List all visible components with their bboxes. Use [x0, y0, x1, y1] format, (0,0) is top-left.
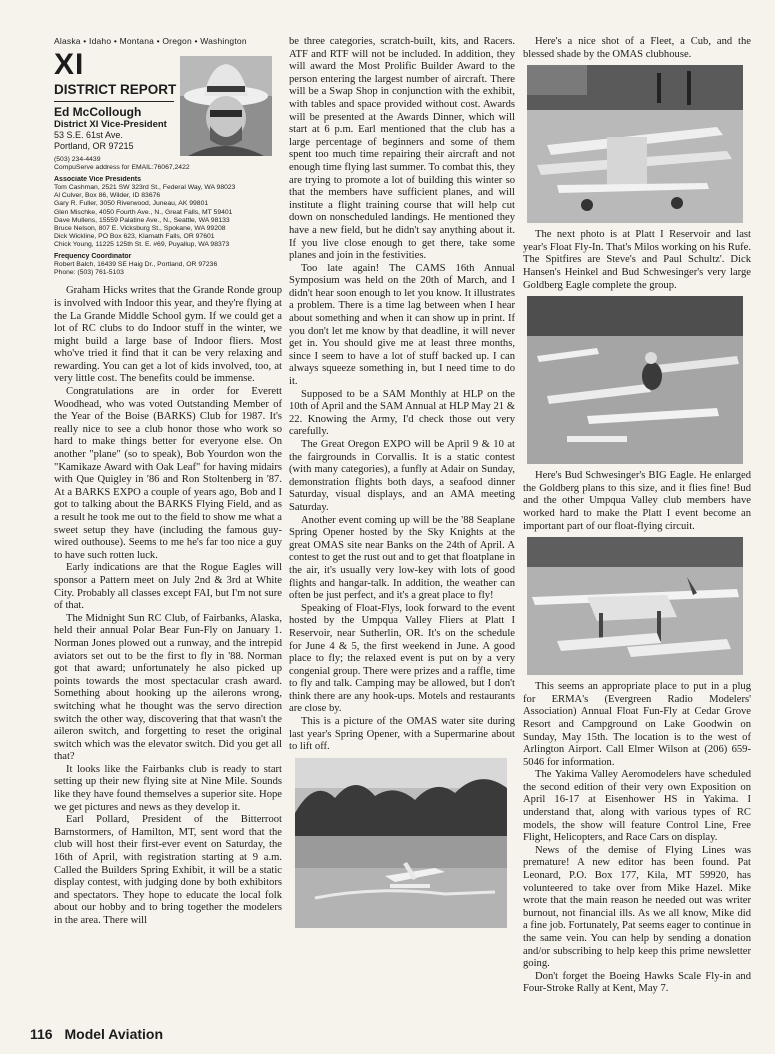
- body-paragraph: Early indications are that the Rogue Eagles will sponsor a Pattern meet on July 2nd & 3rd at White City. Probably all classes except FAI, but I'm not sure of that.: [54, 562, 282, 612]
- freq-coordinator: Robert Balch, 16439 SE Haig Dr., Portland, OR 97236: [54, 261, 218, 269]
- portrait-photo: [180, 56, 272, 156]
- author-title: District XI Vice-President: [54, 119, 167, 130]
- author-name: Ed McCollough: [54, 105, 142, 119]
- freq-phone: Phone: (503) 761-5103: [54, 269, 124, 277]
- body-paragraph: be three categories, scratch-built, kits, and Racers. ATF and RTF will not be included. In addition, they will award the Most Prolific Builder Award to the person entering the largest number of aircraft. There will be a Swap Shop in conjunction with the exhibit, with tables and space provided without cost. Awards will be presented at the Awards Dinner, which will start at 6 p.m. Earl mentioned that the club has a large percentage of beginners and some of them spent too much time repairing their aircraft and not enough time flying last summer. To combat this, they are trying to promote a lot of building this winter so that the members have sufficient planes, and will institute a flight training course that will help cut down on nonscheduled landings. He mentioned they have a new field, but he didn't say anything about it. If you live close enough to get there, take some planes and join in the festivities.: [289, 36, 515, 262]
- body-paragraph: Don't forget the Boeing Hawks Scale Fly-in and Four-Stroke Rally at Kent, May 7.: [523, 970, 751, 995]
- photo-caption: Here's a nice shot of a Fleet, a Cub, and the blessed shade by the OMAS clubhouse.: [523, 36, 751, 60]
- photo-fleet-and-cub: [527, 65, 743, 223]
- body-paragraph: This seems an appropriate place to put in a plug for ERMA's (Evergreen Radio Modelers' Association) Annual Float Fun-Fly at Cedar Grove Resort and Campground on Lake Goodwin on Sunday, May 15th. The location is to the west of Arlington Airport. Call Elmer Wilson at (206) 659-5046 for information.: [523, 681, 751, 768]
- body-paragraph: It looks like the Fairbanks club is ready to start setting up their new flying site at Nine Mile. Sounds like they have found themselves a superior site. Hope we get pictures and news as they develop it.: [54, 763, 282, 813]
- assoc-vp-line: Bruce Nelson, 807 E. Vicksburg St., Spokane, WA 99208: [54, 224, 226, 232]
- assoc-vp-line: Tom Cashman, 2521 SW 323rd St., Federal Way, WA 98023: [54, 184, 236, 192]
- compuserve-address: CompuServe address for EMAIL:76067,2422: [54, 164, 190, 172]
- column-3: [523, 36, 751, 996]
- photo-platt-reservoir-group: [527, 296, 743, 464]
- author-phone: (503) 234-4439: [54, 156, 101, 163]
- body-paragraph: Too late again! The CAMS 16th Annual Symposium was held on the 20th of March, and I didn't hear soon enough to let you know. It illustrates a problem. There is a time lag between when I hear about something and when it can show up in print. If you don't let me know by that deadline, it will never get in. You should give me at least three months, since I seem to have a lot of stuff backed up. I can always squeeze something in, but I need time to do it.: [289, 262, 515, 388]
- district-states: Alaska • Idaho • Montana • Oregon • Washington: [54, 36, 247, 46]
- district-number: XI: [54, 48, 85, 81]
- body-paragraph: This is a picture of the OMAS water site during last year's Spring Opener, with a Supermarine about to lift off.: [289, 716, 515, 753]
- body-paragraph: Graham Hicks writes that the Grande Ronde group is involved with Indoor this year, and they're flying at the La Grande Middle School gym. If we could get a lot of RC clubs to do Indoor stuff in the winter, we might build a large base of Indoor fliers. Most who've tried it find that it can be very relaxing and rewarding. You can get a lot of kids involved, too, at very little cost. The benefits could be immense.: [54, 285, 282, 385]
- photo-caption: The next photo is at Platt I Reservoir and last year's Float Fly-In. That's Milos working on his Rufe. The Spitfires are Steve's and Paul Schultz'. Dick Hansen's Heinkel and Bud Schwesinger's very large Goldberg Eagle complete the group.: [523, 229, 751, 291]
- photo-omas-water-site: [295, 758, 507, 928]
- author-address-1: 53 S.E. 61st Ave.: [54, 130, 123, 140]
- assoc-vp-line: Al Culver, Box 86, Wilder, ID 83676: [54, 192, 161, 200]
- body-paragraph: News of the demise of Flying Lines was premature! A new editor has been found. Pat Leonard, P.O. Box 177, Kila, MT 59920, has volunteered to take over from Mike Hazel. Mike wrote that the main reason he needed out was writer burnout, not financial ills. As we all know, Mike did a fine job. Fortunately, Pat seems eager to continue in the same vein. You can help by sending a donation and/or subscribing to help keep this prime newsletter going.: [523, 844, 751, 970]
- assoc-vp-line: Gary R. Fuller, 3050 Riverwood, Juneau, AK 99801: [54, 200, 209, 208]
- photo-caption: Here's Bud Schwesinger's BIG Eagle. He enlarged the Goldberg plans to this size, and it flies fine! Bud and the other Umpqua Valley club members have worked hard to make the Platt I event become an important part of our float-flying circuit.: [523, 470, 751, 532]
- body-paragraph: Supposed to be a SAM Monthly at HLP on the 10th of April and the SAM Annual at HLP May 21 & 22. Knowing the Army, I'd check those out very carefully.: [289, 388, 515, 438]
- heading-rule: [54, 101, 174, 102]
- page-number: 116: [30, 1026, 53, 1042]
- freq-heading: Frequency Coordinator: [54, 253, 132, 261]
- page-footer: [30, 1026, 163, 1042]
- assoc-vp-line: Dick Wickline, PO Box 623, Klamath Falls, OR 97601: [54, 232, 215, 240]
- assoc-vp-line: Dave Mullens, 15559 Palatine Ave., N., Seattle, WA 98133: [54, 216, 230, 224]
- body-paragraph: Congratulations are in order for Everett Woodhead, who was voted Outstanding Member of the Year of the Boise (BARKS) Club for 1987. It's really nice to see a club honor those who work so hard to make things better for everyone else. On another "plane" (so to speak), Bob Yourdon won the "Kamikaze Award with Oak Leaf" for having midairs with Que Quigley in '86 and Ron Stoltenberg in '87. At a BARKS EXPO a couple of years ago, Bob and I got to talking about the BARKS Flying Field, and as a result he took me out to the field to show me what a sweet setup they have (including the famous guy-wired outhouse). Seems to me he's far too nice a guy to have such rotten luck.: [54, 386, 282, 561]
- body-paragraph: The Yakima Valley Aeromodelers have scheduled the second edition of their very own Exposition on April 16-17 at Eisenhower HS in Yakima. I understand that, along with various types of RC models, the show will feature Control Line, Free Flight, Helicopters, and Race Cars on display.: [523, 769, 751, 844]
- body-paragraph: The Midnight Sun RC Club, of Fairbanks, Alaska, held their annual Polar Bear Fun-Fly on January 1. Norman Jones plowed out a runway, and the intrepid aviators set out to be the first to fly in '88. Norman got that award; unfortunately he also picked up points towards the most spectacular crash award. Something about hooking up the ailerons wrong, switching what he thought was the servo direction switch the other way, discovering that that wasn't the aileron switch, and forgetting to reset the original switch which was the elevator switch. Did you get all that?: [54, 612, 282, 763]
- photo-big-eagle: [527, 537, 743, 675]
- body-paragraph: Speaking of Float-Flys, look forward to the event hosted by the Umpqua Valley Fliers at Platt I Reservoir, near Sutherlin, OR. It's on the schedule for June 4 & 5, the first weekend in June. A good place to fly; the relaxed event is put on by a very congenial group. There were prizes and a raffle, time to fly and talk. Camping may be allowed, but I don't think there are any hook-ups. Motels and restaurants are close by.: [289, 602, 515, 715]
- author-address-2: Portland, OR 97215: [54, 140, 134, 151]
- body-paragraph: Another event coming up will be the '88 Seaplane Spring Opener hosted by the Sky Knights at the great OMAS site near Banks on the 24th of April. A contest to get the rust out and to get that floatplane in the air, it's usually very low-key with lots of good flights and hangar-talk. In addition, the weather can often be just perfect, and it's a great place to fly!: [289, 514, 515, 602]
- assoc-heading: Associate Vice Presidents: [54, 176, 142, 184]
- magazine-title: Model Aviation: [64, 1026, 164, 1042]
- column-1: [54, 36, 282, 928]
- body-paragraph: Earl Pollard, President of the Bitterroot Barnstormers, of Hamilton, MT, sent word that the club will host their first-ever event on Saturday, the 16th of April, with registration starting at 9 a.m. Called the Builders Spring Exhibit, it will be a static display contest, with judging done by both exhibitors and spectators. They hope to educate the local folk about our hobby and to bring together the modelers in the area. There will: [54, 814, 282, 926]
- assoc-vp-line: Glen Mischke, 4050 Fourth Ave., N., Great Falls, MT 59401: [54, 208, 233, 216]
- column-2: [289, 36, 515, 934]
- district-report-heading: DISTRICT REPORT: [54, 82, 177, 97]
- body-paragraph: The Great Oregon EXPO will be April 9 & 10 at the fairgrounds in Corvallis. It is a static contest (with many categories), a funfly at Adair on Sunday, demonstration flights both days, a seafood dinner Saturday, visual displays, and an AMA meeting Saturday.: [289, 439, 515, 513]
- assoc-vp-line: Chick Young, 11225 125th St. E. #69, Puyallup, WA 98373: [54, 240, 230, 248]
